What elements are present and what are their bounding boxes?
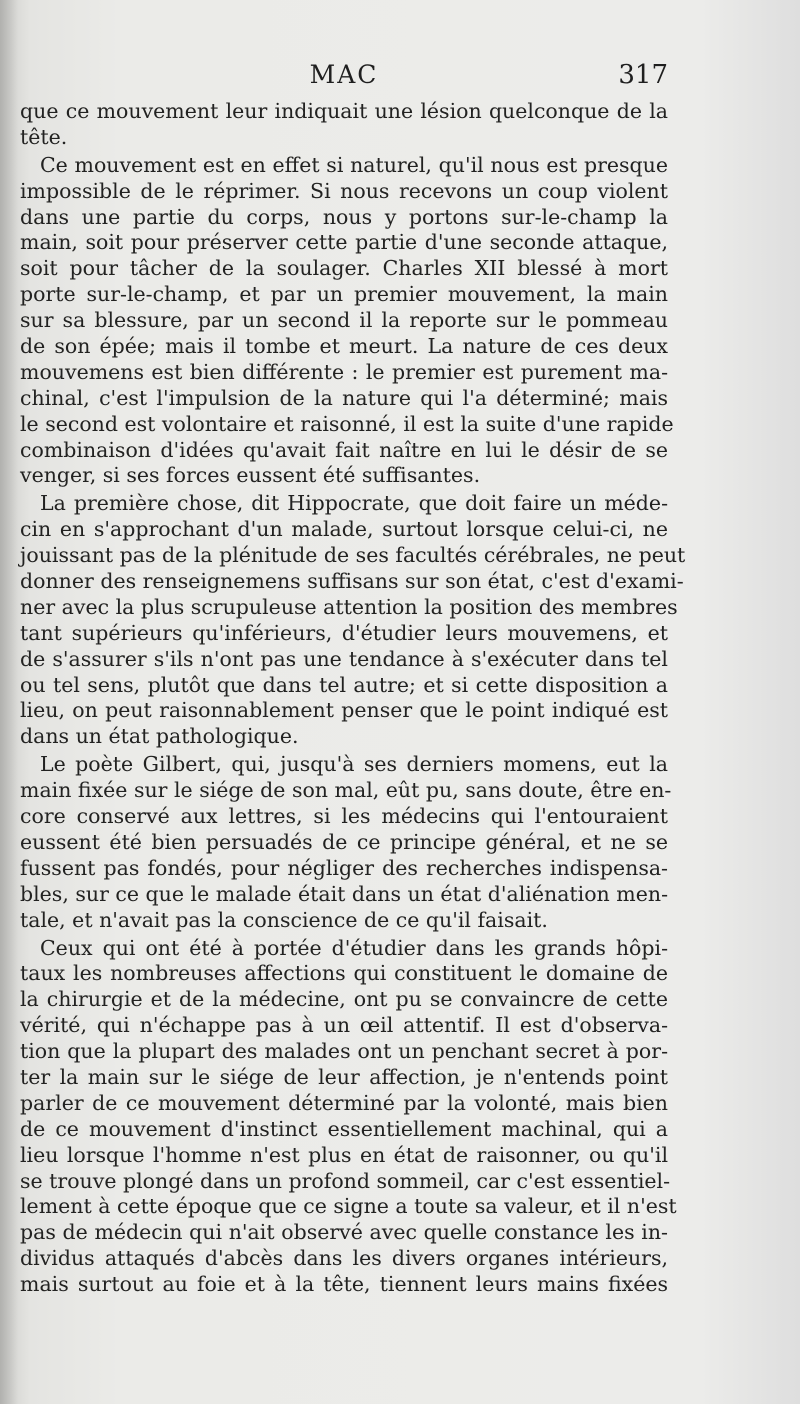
text-line: venger, si ses forces eussent été suffisantes.	[20, 463, 481, 488]
text-line: core conservé aux lettres, si les médecins qui l'entouraient	[20, 804, 668, 829]
paragraph	[20, 935, 677, 1298]
paragraph	[20, 152, 674, 490]
text-line: de ce mouvement d'instinct essentiellement machinal, qui a	[20, 1116, 668, 1141]
page-header	[20, 60, 668, 100]
text-line: cin en s'approchant d'un malade, surtout lorsque celui-ci, ne	[20, 517, 668, 542]
text-line: ner avec la plus scrupuleuse attention la position des membres	[20, 594, 678, 619]
text-line: main, soit pour préserver cette partie d'une seconde attaque,	[20, 230, 668, 255]
text-line: porte sur-le-champ, et par un premier mouvement, la main	[20, 282, 668, 307]
text-line: ou tel sens, plutôt que dans tel autre; et si cette disposition a	[20, 672, 668, 697]
text-line: Ce mouvement est en effet si naturel, qu'il nous est presque	[40, 152, 668, 177]
text-line: tion que la plupart des malades ont un penchant secret à por-	[20, 1039, 668, 1064]
text-line: mouvemens est bien différente : le premier est purement ma-	[20, 359, 668, 384]
paragraph	[20, 99, 668, 151]
text-line: fussent pas fondés, pour négliger des recherches indispensa-	[20, 855, 668, 880]
text-line: le second est volontaire et raisonné, il est la suite d'une rapide	[20, 411, 674, 436]
text-line: de son épée; mais il tombe et meurt. La nature de ces deux	[20, 334, 668, 359]
text-line: parler de ce mouvement déterminé par la volonté, mais bien	[20, 1090, 668, 1115]
paragraph	[20, 491, 686, 750]
text-line: se trouve plongé dans un profond sommeil, car c'est essentiel-	[20, 1168, 670, 1193]
text-line: ter la main sur le siége de leur affection, je n'entends point	[20, 1064, 668, 1089]
text-line: combinaison d'idées qu'avait fait naître en lui le désir de se	[20, 437, 668, 462]
text-line: mais surtout au foie et à la tête, tiennent leurs mains fixées	[20, 1272, 668, 1297]
text-line: donner des renseignemens suffisans sur son état, c'est d'exami-	[20, 569, 684, 594]
text-line: dans un état pathologique.	[20, 724, 299, 749]
text-line: tale, et n'avait pas la conscience de ce qu'il faisait.	[20, 907, 548, 932]
text-line: soit pour tâcher de la soulager. Charles XII blessé à mort	[20, 256, 668, 281]
text-line: la chirurgie et de la médecine, ont pu se convaincre de cette	[20, 987, 668, 1012]
text-line: de s'assurer s'ils n'ont pas une tendance à s'exécuter dans tel	[20, 646, 668, 671]
body-text	[20, 99, 686, 1298]
page-number: 317	[618, 60, 668, 90]
text-line: dans une partie du corps, nous y portons sur-le-champ la	[20, 204, 668, 229]
text-line: dividus attaqués d'abcès dans les divers organes intérieurs,	[20, 1246, 668, 1271]
text-line: bles, sur ce que le malade était dans un état d'aliénation men-	[20, 881, 668, 906]
text-line: Ceux qui ont été à portée d'étudier dans les grands hôpi-	[40, 935, 668, 960]
text-line: La première chose, dit Hippocrate, que doit faire un méde-	[40, 491, 668, 516]
text-line: main fixée sur le siége de son mal, eût pu, sans doute, être en-	[20, 778, 672, 803]
text-line: impossible de le réprimer. Si nous recevons un coup violent	[20, 178, 668, 203]
running-head: MAC	[309, 60, 379, 89]
text-line: lement à cette époque que ce signe a toute sa valeur, et il n'est	[20, 1194, 677, 1219]
text-line: chinal, c'est l'impulsion de la nature qui l'a déterminé; mais	[20, 385, 668, 410]
text-line: taux les nombreuses affections qui constituent le domaine de	[20, 961, 668, 986]
text-line: lieu, on peut raisonnablement penser que le point indiqué est	[20, 698, 668, 723]
text-line: vérité, qui n'échappe pas à un œil attentif. Il est d'observa-	[20, 1013, 668, 1038]
text-line: tête.	[20, 124, 68, 149]
text-line: eussent été bien persuadés de ce principe général, et ne se	[20, 829, 668, 854]
text-line: lieu lorsque l'homme n'est plus en état de raisonner, ou qu'il	[20, 1142, 668, 1167]
text-line: Le poète Gilbert, qui, jusqu'à ses derniers momens, eut la	[40, 752, 668, 777]
text-line: tant supérieurs qu'inférieurs, d'étudier leurs mouvemens, et	[20, 620, 668, 645]
paragraph	[20, 752, 672, 933]
text-line: que ce mouvement leur indiquait une lésion quelconque de la	[20, 99, 668, 123]
text-line: sur sa blessure, par un second il la reporte sur le pommeau	[20, 308, 668, 333]
text-line: jouissant pas de la plénitude de ses facultés cérébrales, ne peut	[20, 543, 686, 568]
binding-shadow	[0, 0, 18, 1404]
text-line: pas de médecin qui n'ait observé avec quelle constance les in-	[20, 1220, 668, 1245]
